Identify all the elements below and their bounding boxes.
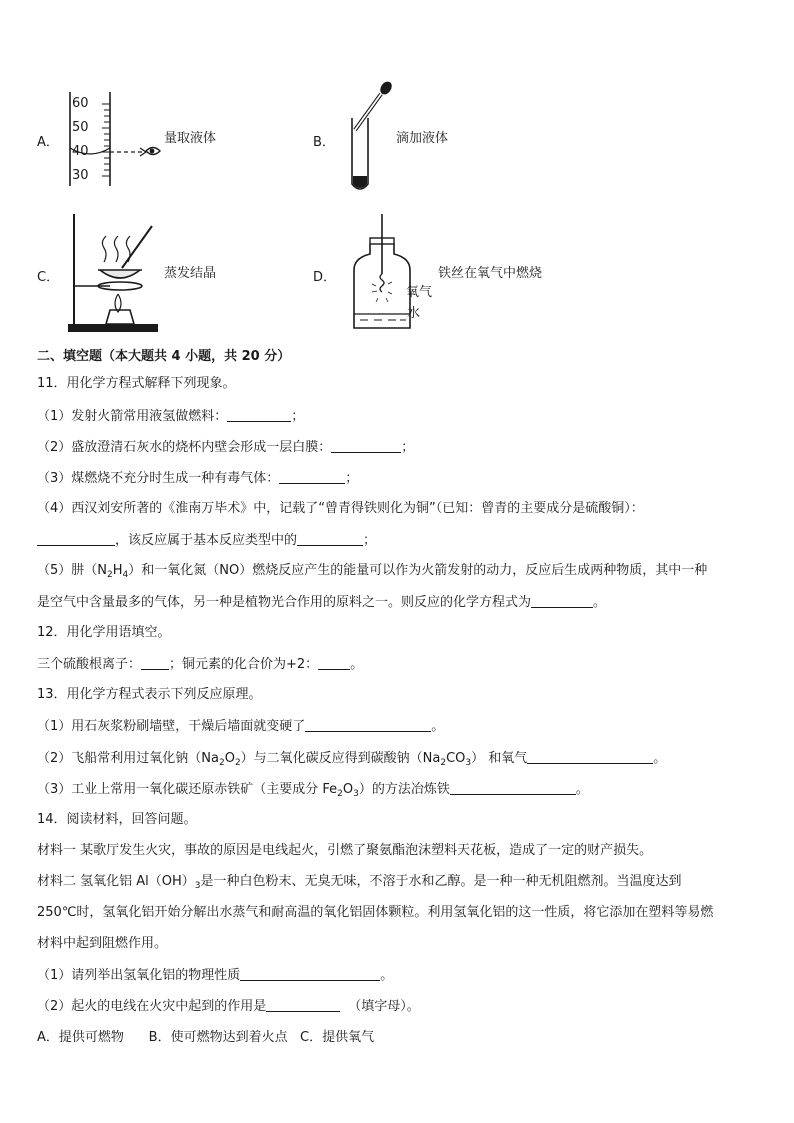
answer-blank[interactable] [527,750,653,764]
period: 。 [380,968,394,983]
q11-part4-line2 [37,532,376,549]
text-run: （5）肼（N [37,563,107,578]
text-run: （3）工业上常用一氧化碳还原赤铁矿（主要成分 Fe [37,782,338,797]
text-run: 是一种白色粉末、无臭无味，不溶于水和乙醇。是一种一种无机阻燃剂。当温度达到 [200,874,682,889]
text-run: （2）起火的电线在火灾中起到的作用是 [37,999,267,1014]
scale-label-60: 60 [72,96,89,111]
option-a-label: 量取液体 [164,131,217,146]
option-a-letter: A． [37,135,59,150]
q13-part1 [37,718,444,735]
text-run: O [342,782,354,797]
answer-blank[interactable] [450,781,576,795]
answer-blank[interactable] [266,998,340,1012]
option-d-label: 铁丝在氧气中燃烧 [438,266,543,281]
q11-part4-line1: （4）西汉刘安所著的《淮南万毕术》中，记载了“曾青得铁则化为铜”（已知：曾青的主要成分是硫酸铜）： [37,501,644,516]
q13-stem: 13．用化学方程式表示下列反应原理。 [37,687,262,702]
q14-material2-line3: 材料中起到阻燃作用。 [37,936,168,951]
period: 。 [653,751,667,766]
text-run: ）与二氧化碳反应得到碳酸钠（Na [240,751,441,766]
text-run: ） 和氧气 [471,751,528,766]
q14-material2-line2: 250℃时，氢氧化铝开始分解出水蒸气和耐高温的氧化铝固体颗粒。利用氢氧化铝的这一性质，将它添加在塑料等易燃 [37,905,714,920]
q13-part2 [37,750,666,771]
period: 。 [350,657,364,672]
answer-blank[interactable] [531,594,593,608]
q11-part3 [37,470,358,487]
period: 。 [431,719,445,734]
text-run: 材料二 氢氧化铝 Al（OH） [37,874,195,889]
subscript: 3 [194,881,201,891]
scale-label-30: 30 [72,168,89,183]
option-d-letter: D． [313,270,337,285]
q14-choices: A．提供可燃物 B．使可燃物达到着火点 C．提供氧气 [37,1030,375,1045]
text-run: H [112,563,123,578]
q11-part3-text: （3）煤燃烧不充分时生成一种有毒气体： [37,471,280,486]
q14-part2 [37,998,420,1015]
q14-material1: 材料一 某歌厅发生火灾，事故的原因是电线起火，引燃了聚氨酯泡沫塑料天花板，造成了一定的财产损失。 [37,843,653,858]
text-run: ）和一氧化氮（NO）燃烧反应产生的能量可以作为火箭发射的动力，反应后生成两种物质，其中一种 [128,563,708,578]
q11-part5-line2 [37,594,606,611]
semicolon: ； [345,471,359,486]
text-run: （2）飞船常利用过氧化钠（Na [37,751,219,766]
option-c-letter: C． [37,270,60,285]
option-c-label: 蒸发结晶 [164,266,217,281]
scale-label-40: 40 [72,144,89,159]
text-run: ）的方法冶炼铁 [358,782,450,797]
text-run: 三个硫酸根离子： [37,657,142,672]
scale-label-50: 50 [72,120,89,135]
text-run: （填字母）。 [348,999,420,1014]
subscript: 2 [440,758,447,768]
answer-blank[interactable] [279,470,345,484]
text-run: CO [446,751,466,766]
answer-blank[interactable] [297,532,363,546]
subscript: 4 [122,570,129,580]
eye-icon [145,144,161,158]
subscript: 3 [465,758,472,768]
subscript: 2 [107,570,113,580]
q13-part3 [37,781,589,802]
q14-stem: 14．阅读材料，回答问题。 [37,812,197,827]
q11-part4-text: ，该反应属于基本反应类型中的 [115,533,298,548]
answer-blank[interactable] [318,656,350,670]
text-run: （1）用石灰浆粉刷墙壁，干燥后墙面就变硬了 [37,719,306,734]
period: 。 [593,595,607,610]
q11-stem: 11．用化学方程式解释下列现象。 [37,376,236,391]
text-run: 是空气中含量最多的气体，另一种是植物光合作用的原料之一。则反应的化学方程式为 [37,595,532,610]
subscript: 3 [353,789,359,799]
text-run: ；铜元素的化合价为+2： [169,657,319,672]
option-b-letter: B． [313,135,335,150]
semicolon: ； [363,533,377,548]
evaporation-apparatus-diagram [62,210,172,336]
subscript: 2 [218,758,225,768]
q11-part1-text: （1）发射火箭常用液氢做燃料： [37,409,228,424]
water-label: 水 [407,306,421,321]
period: 。 [575,782,589,797]
semicolon: ； [401,440,415,455]
q11-part2 [37,439,414,456]
answer-blank[interactable] [37,532,115,546]
subscript: 2 [337,789,343,799]
text-run: O [224,751,235,766]
q14-part1 [37,967,393,984]
q14-material2-line1 [37,874,682,894]
q12-line [37,656,363,673]
subscript: 2 [234,758,241,768]
answer-blank[interactable] [227,408,291,422]
semicolon: ； [291,409,305,424]
option-b-label: 滴加液体 [396,131,449,146]
answer-blank[interactable] [305,718,431,732]
q11-part1 [37,408,304,425]
q12-stem: 12．用化学用语填空。 [37,625,171,640]
answer-blank[interactable] [240,967,380,981]
answer-blank[interactable] [331,439,401,453]
answer-blank[interactable] [141,656,169,670]
text-run: （1）请列举出氢氧化铝的物理性质 [37,968,241,983]
section-title: 二、填空题（本大题共 4 小题，共 20 分） [37,349,291,364]
q11-part5-line1 [37,563,707,583]
oxygen-label: 氧气 [406,285,433,300]
q11-part2-text: （2）盛放澄清石灰水的烧杯内壁会形成一层白膜： [37,440,332,455]
